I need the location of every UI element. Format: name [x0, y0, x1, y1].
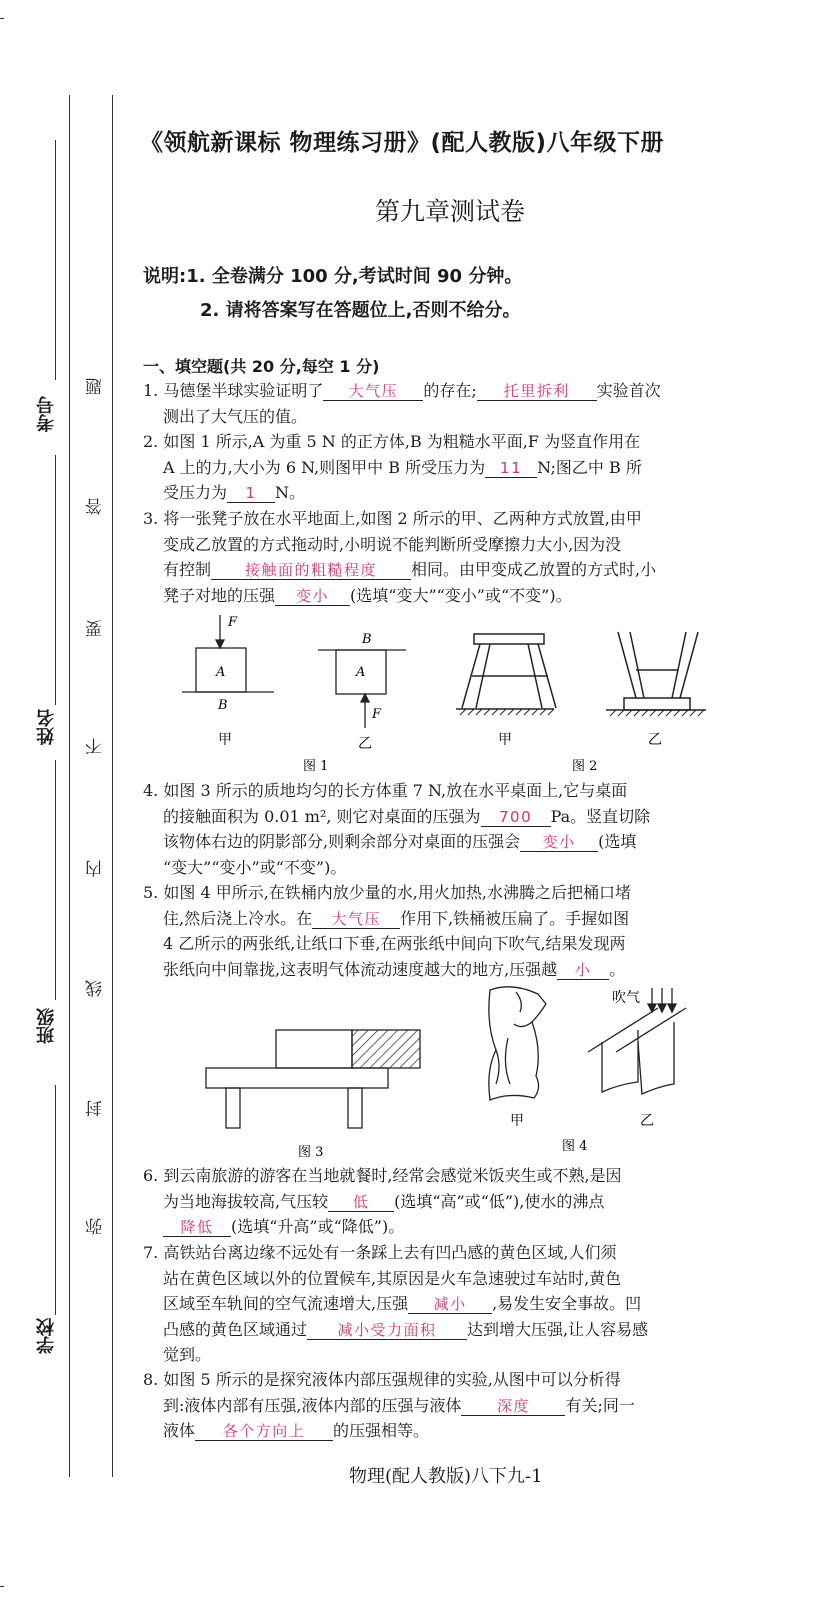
name-line [55, 455, 56, 705]
q4-line-2a: 的接触面积为 0.01 m², 则它对桌面的压强为 [163, 806, 481, 826]
q1-answer-2: 托里拆利 [477, 382, 597, 401]
class-line [55, 760, 56, 1000]
q2-line-1: 2. 如图 1 所示,A 为重 5 N 的正方体,B 为粗糙水平面,F 为竖直作用在 [143, 432, 641, 451]
page-footer: 物理(配人教版)八下九-1 [349, 1466, 543, 1487]
fig4-jia-crushed-can [489, 987, 546, 1100]
instructions-line-2: 2. 请将答案写在答题位上,否则不给分。 [200, 300, 521, 321]
q3-answer-2: 变小 [275, 587, 350, 606]
question-4 [143, 778, 753, 880]
fig2-label-yi: 乙 [648, 732, 662, 748]
exam-number-label: 考号 [36, 396, 57, 432]
q3-line-1: 3. 将一张凳子放在水平地面上,如图 2 所示的甲、乙两种方式放置,由甲 [143, 509, 642, 528]
exam-number-line [55, 140, 56, 380]
q7-line-3b: ,易发生安全事故。凹 [492, 1294, 642, 1313]
q7-line-4b: 达到增大压强,让人容易感 [467, 1319, 649, 1339]
q8-line-2a: 到:液体内部有压强,液体内部的压强与液体 [163, 1395, 462, 1415]
q2-line-3a: 受压力为 [163, 483, 228, 502]
q3-answer-1: 接触面的粗糙程度 [211, 561, 411, 580]
fig1-jia-force-label: F [228, 615, 238, 630]
q1-answer-1: 大气压 [323, 382, 423, 401]
fig3-table-block [206, 1030, 420, 1128]
q7-answer-2: 减小受力面积 [307, 1321, 467, 1340]
seal-char-3: 要 [86, 620, 106, 637]
q2-line-2a: A 上的力,大小为 6 N,则图甲中 B 所受压力为 [163, 457, 486, 477]
q7-line-4a: 凸感的黄色区域通过 [163, 1319, 308, 1339]
question-7 [143, 1240, 753, 1368]
q4-line-2b: Pa。竖直切除 [550, 806, 651, 826]
fig2-caption: 图 2 [572, 759, 598, 774]
q5-line-4a: 张纸向中间靠拢,这表明气体流动速度越大的地方,压强越 [163, 959, 558, 979]
fig2-jia-stool [456, 634, 556, 709]
seal-char-5: 内 [86, 860, 106, 877]
question-5 [143, 880, 753, 982]
figures-3-4 [190, 980, 710, 1160]
binding-line-outer [69, 95, 70, 1477]
q2-line-3b: N。 [275, 483, 306, 502]
fig2-yi-stool [606, 632, 706, 710]
q1-text-a: 1. 马德堡半球实验证明了 [143, 381, 324, 400]
q3-line-3b: 相同。由甲变成乙放置的方式时,小 [411, 560, 657, 579]
q4-line-1: 4. 如图 3 所示的质地均匀的长方体重 7 N,放在水平桌面上,它与桌面 [143, 781, 628, 800]
fig1-jia-surface-label: B [218, 698, 228, 713]
seal-char-6: 线 [86, 980, 106, 997]
seal-char-2: 答 [86, 498, 106, 515]
q2-answer-1: 11 [485, 459, 537, 478]
q6-answer-1: 低 [328, 1193, 394, 1212]
q6-line-2a: 为当地海拔较高,气压较 [163, 1191, 329, 1211]
fig1-yi-surface-label: B [362, 632, 372, 647]
fig4-caption: 图 4 [562, 1139, 588, 1154]
q4-answer-2: 变小 [520, 833, 598, 852]
fig4-label-jia: 甲 [510, 1113, 524, 1129]
q4-line-4: “变大”“变小”或“不变”)。 [163, 857, 347, 877]
q7-line-1: 7. 高铁站台离边缘不远处有一条踩上去有凹凸感的黄色区域,人们须 [143, 1243, 617, 1262]
fig1-label-yi: 乙 [358, 736, 372, 752]
fig1-yi-diagram [318, 650, 406, 728]
q5-line-3: 4 乙所示的两张纸,让纸口下垂,在两张纸中间向下吹气,结果发现两 [163, 934, 626, 953]
name-label: 姓名 [36, 709, 57, 745]
school-line [55, 1085, 56, 1315]
q1-text-c: 实验首次 [596, 381, 661, 400]
fig1-label-jia: 甲 [218, 732, 232, 748]
q2-answer-2: 1 [227, 484, 275, 503]
q6-line-3b: (选填“升高”或“降低”)。 [231, 1217, 405, 1236]
q7-answer-1: 减小 [408, 1295, 492, 1314]
fig2-yi-ground-hatch [610, 710, 704, 716]
q8-line-3b: 的压强相等。 [333, 1421, 430, 1440]
q6-line-1: 6. 到云南旅游的游客在当地就餐时,经常会感觉米饭夹生或不熟,是因 [143, 1166, 622, 1185]
school-label: 学校 [36, 1318, 57, 1354]
question-3 [143, 506, 753, 608]
fig1-yi-block-label: A [356, 665, 366, 680]
q6-answer-2: 降低 [163, 1218, 231, 1237]
q2-line-2b: N;图乙中 B 所 [537, 457, 642, 477]
crop-mark-top [0, 18, 4, 19]
q7-line-3a: 区域至车轨间的空气流速增大,压强 [163, 1294, 409, 1313]
workbook-title: 《领航新课标 物理练习册》(配人教版)八年级下册 [140, 130, 665, 156]
q7-line-5: 觉到。 [163, 1345, 212, 1364]
fig4-label-yi: 乙 [640, 1113, 654, 1129]
q3-line-4b: (选填“变大”“变小”或“不变”)。 [350, 585, 572, 605]
q5-line-1: 5. 如图 4 甲所示,在铁桶内放少量的水,用火加热,水沸腾之后把桶口堵 [143, 883, 631, 902]
fig2-jia-ground-hatch [460, 709, 554, 715]
seal-char-8: 弥 [86, 1218, 106, 1235]
q8-answer-2: 各个方向上 [195, 1422, 333, 1441]
q6-line-2b: (选填“高”或“低”),使水的沸点 [394, 1191, 605, 1211]
question-8 [143, 1367, 753, 1444]
q3-line-3a: 有控制 [163, 560, 212, 579]
q5-answer-2: 小 [557, 961, 609, 980]
q3-line-2: 变成乙放置的方式拖动时,小明说不能判断所受摩擦力大小,因为没 [163, 534, 622, 554]
q1-text-d: 测出了大气压的值。 [163, 406, 308, 426]
section-heading: 一、填空题(共 20 分,每空 1 分) [143, 357, 380, 376]
crop-mark-bottom [0, 1586, 4, 1587]
fig4-blow-label: 吹气 [612, 990, 640, 1006]
q7-line-2: 站在黄色区域以外的位置候车,其原因是火车急速驶过车站时,黄色 [163, 1268, 622, 1288]
seal-char-1: 题 [86, 378, 106, 395]
seal-char-4: 不 [86, 738, 106, 755]
binding-line-inner [112, 95, 113, 1477]
fig3-caption: 图 3 [298, 1145, 324, 1160]
q8-line-1: 8. 如图 5 所示的是探究液体内部压强规律的实验,从图中可以分析得 [143, 1370, 621, 1389]
question-6 [143, 1163, 753, 1240]
fig2-label-jia: 甲 [498, 732, 512, 748]
q5-answer-1: 大气压 [312, 910, 400, 929]
seal-char-7: 封 [86, 1100, 106, 1117]
fig1-caption: 图 1 [303, 759, 329, 774]
q5-line-2a: 住,然后浇上冷水。在 [163, 908, 313, 928]
q3-line-4a: 凳子对地的压强 [163, 585, 276, 605]
q8-answer-1: 深度 [461, 1397, 565, 1416]
class-label: 班级 [36, 1008, 57, 1044]
question-1 [143, 378, 753, 429]
q4-line-3b: (选填 [598, 832, 637, 851]
fig1-jia-block-label: A [216, 665, 226, 680]
q8-line-3a: 液体 [163, 1421, 196, 1440]
q1-text-b: 的存在; [423, 381, 477, 400]
figures-1-2 [140, 610, 740, 780]
q8-line-2b: 有关;同一 [565, 1395, 635, 1415]
fig1-yi-force-label: F [372, 707, 382, 722]
q5-line-2b: 作用下,铁桶被压扁了。手握如图 [400, 908, 630, 928]
q4-line-3a: 该物体右边的阴影部分,则剩余部分对桌面的压强会 [163, 832, 521, 851]
chapter-title: 第九章测试卷 [374, 197, 525, 226]
instructions-line-1: 说明:1. 全卷满分 100 分,考试时间 90 分钟。 [143, 266, 523, 287]
q4-answer-1: 700 [481, 808, 551, 827]
q5-line-4b: 。 [609, 959, 626, 979]
question-2 [143, 429, 753, 506]
